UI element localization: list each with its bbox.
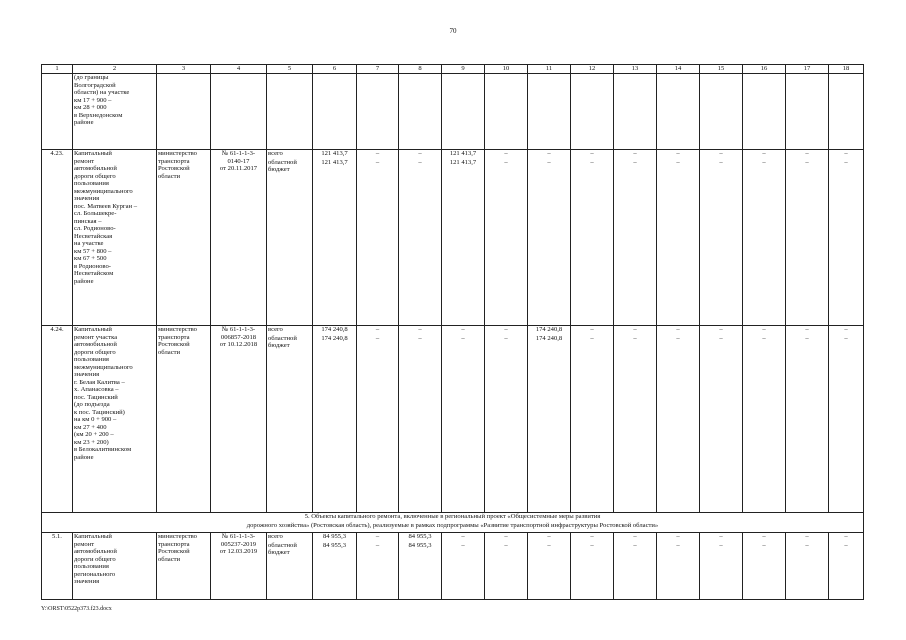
customer-line: области bbox=[158, 172, 181, 180]
amount-cell: – bbox=[399, 326, 442, 335]
object-name-line: ремонт bbox=[74, 157, 95, 165]
column-number: 1 bbox=[42, 65, 73, 74]
amount-cell: – bbox=[614, 533, 657, 542]
customer-line: транспорта bbox=[158, 540, 190, 548]
amount-cell: – bbox=[657, 326, 700, 335]
object-name-line: пос. Матвеев Курган – bbox=[74, 202, 138, 210]
object-name-line: пользования bbox=[74, 356, 109, 364]
funding-source bbox=[267, 326, 313, 335]
empty-cell bbox=[42, 74, 73, 150]
amount-cell: – bbox=[657, 159, 700, 326]
customer-line: Ростовской bbox=[158, 548, 190, 556]
column-number: 15 bbox=[700, 65, 743, 74]
amount-cell: 84 955,3 bbox=[399, 542, 442, 600]
funding-source bbox=[267, 335, 313, 513]
funding-source-line: бюджет bbox=[268, 549, 290, 557]
document-number bbox=[211, 150, 267, 326]
customer-line: министерство bbox=[158, 533, 197, 540]
column-number: 6 bbox=[313, 65, 357, 74]
object-name-line: в Верхнедонском bbox=[74, 111, 123, 119]
document-number-line: № 61-1-1-3- bbox=[221, 326, 256, 333]
document-number-line: от 10.12.2018 bbox=[219, 341, 258, 349]
amount-cell: – bbox=[614, 335, 657, 513]
amount-cell: – bbox=[571, 542, 614, 600]
object-name-line: к пос. Тацинский) bbox=[74, 408, 125, 416]
customer bbox=[157, 533, 211, 600]
amount-cell: 174 240,8 bbox=[528, 326, 571, 335]
section-title-line: 5. Объекты капитального ремонта, включенные в региональный проект «Общесистемные меры развития bbox=[304, 513, 601, 520]
object-name-line: Капитальный bbox=[74, 533, 112, 540]
object-name bbox=[73, 74, 157, 150]
amount-cell: – bbox=[357, 533, 399, 542]
funding-source-line: всего bbox=[268, 326, 283, 333]
object-name-line: Волгоградской bbox=[74, 81, 116, 89]
amount-cell: – bbox=[485, 335, 528, 513]
object-name-line: районе bbox=[74, 119, 94, 127]
document-number-line: 005237-2019 bbox=[220, 540, 257, 548]
amount-cell: – bbox=[571, 335, 614, 513]
amount-cell: 174 240,8 bbox=[313, 326, 357, 335]
amount-cell: – bbox=[743, 542, 786, 600]
object-name-line: (до границы bbox=[74, 74, 109, 81]
section-title bbox=[42, 513, 864, 533]
empty-cell bbox=[399, 74, 442, 150]
object-name-line: Несветайском bbox=[74, 270, 114, 278]
object-name-line: межмуниципального bbox=[74, 187, 133, 195]
amount-cell: – bbox=[485, 533, 528, 542]
row-number-line: 4.23. bbox=[50, 150, 64, 157]
amount-cell: – bbox=[399, 335, 442, 513]
column-number: 13 bbox=[614, 65, 657, 74]
column-number: 9 bbox=[442, 65, 485, 74]
empty-cell bbox=[571, 74, 614, 150]
amount-cell: – bbox=[700, 542, 743, 600]
empty-cell bbox=[157, 74, 211, 150]
empty-cell bbox=[657, 74, 700, 150]
object-name-line: пос. Тацинский bbox=[74, 393, 118, 401]
amount-cell: – bbox=[700, 326, 743, 335]
amount-cell: 84 955,3 bbox=[399, 533, 442, 542]
customer-line: области bbox=[158, 348, 181, 356]
amount-cell: – bbox=[485, 150, 528, 159]
capital-repair-table bbox=[41, 64, 864, 600]
amount-cell: – bbox=[786, 542, 829, 600]
amount-cell: – bbox=[829, 533, 864, 542]
amount-cell: 121 413,7 bbox=[313, 150, 357, 159]
amount-cell: – bbox=[528, 159, 571, 326]
row-number bbox=[42, 326, 73, 513]
column-number: 4 bbox=[211, 65, 267, 74]
object-name-line: км 23 + 200) bbox=[74, 438, 109, 446]
object-name-line: значения bbox=[74, 578, 100, 586]
customer-line: Ростовской bbox=[158, 341, 190, 349]
customer-line: министерство bbox=[158, 150, 197, 157]
object-name bbox=[73, 326, 157, 513]
amount-cell: – bbox=[614, 542, 657, 600]
column-number: 14 bbox=[657, 65, 700, 74]
amount-cell: – bbox=[657, 533, 700, 542]
amount-cell: – bbox=[571, 326, 614, 335]
document-number bbox=[211, 326, 267, 513]
object-name-line: межмуниципального bbox=[74, 363, 133, 371]
funding-source bbox=[267, 150, 313, 159]
column-number: 8 bbox=[399, 65, 442, 74]
object-name-line: пользования bbox=[74, 563, 109, 571]
object-name-line: значения bbox=[74, 195, 100, 203]
amount-cell: – bbox=[357, 542, 399, 600]
amount-cell: – bbox=[357, 335, 399, 513]
object-name-line: области) на участке bbox=[74, 89, 130, 97]
amount-cell: – bbox=[571, 150, 614, 159]
object-name-line: (км 20 + 200 – bbox=[74, 431, 114, 439]
funding-source-line: областной bbox=[268, 158, 297, 166]
row-number-line: 4.24. bbox=[50, 326, 64, 333]
amount-cell: – bbox=[786, 326, 829, 335]
amount-cell: – bbox=[399, 159, 442, 326]
empty-cell bbox=[485, 74, 528, 150]
amount-cell: 84 955,3 bbox=[313, 533, 357, 542]
object-name-line: х. Апанасовка – bbox=[74, 386, 119, 394]
funding-source bbox=[267, 533, 313, 542]
amount-cell: – bbox=[743, 335, 786, 513]
amount-cell: – bbox=[700, 533, 743, 542]
amount-cell: – bbox=[528, 533, 571, 542]
amount-cell: 121 413,7 bbox=[442, 150, 485, 159]
amount-cell: – bbox=[829, 150, 864, 159]
object-name-line: сл. Родионово- bbox=[74, 225, 116, 233]
object-name-line: дороги общего bbox=[74, 555, 116, 563]
table-row bbox=[42, 326, 864, 335]
customer-line: области bbox=[158, 555, 181, 563]
amount-cell: – bbox=[357, 326, 399, 335]
funding-source-line: областной bbox=[268, 541, 297, 549]
column-number: 5 bbox=[267, 65, 313, 74]
column-number: 16 bbox=[743, 65, 786, 74]
amount-cell: – bbox=[485, 542, 528, 600]
amount-cell: – bbox=[786, 533, 829, 542]
object-name bbox=[73, 150, 157, 326]
amount-cell: – bbox=[357, 159, 399, 326]
object-name-line: пользования bbox=[74, 180, 109, 188]
column-number: 3 bbox=[157, 65, 211, 74]
empty-cell bbox=[313, 74, 357, 150]
empty-cell bbox=[829, 74, 864, 150]
amount-cell: – bbox=[786, 159, 829, 326]
object-name-line: в Белокалитвинском bbox=[74, 446, 132, 454]
column-number-row bbox=[42, 65, 864, 74]
object-name-line: Капитальный bbox=[74, 326, 112, 333]
funding-source-line: бюджет bbox=[268, 342, 290, 350]
amount-cell: – bbox=[657, 542, 700, 600]
document-number-line: № 61-1-1-3- bbox=[221, 150, 256, 157]
amount-cell: – bbox=[442, 335, 485, 513]
customer-line: транспорта bbox=[158, 333, 190, 341]
column-number: 10 bbox=[485, 65, 528, 74]
empty-cell bbox=[743, 74, 786, 150]
funding-source-line: областной bbox=[268, 334, 297, 342]
customer-line: транспорта bbox=[158, 157, 190, 165]
object-name-line: районе bbox=[74, 277, 94, 285]
amount-cell: – bbox=[442, 542, 485, 600]
amount-cell: 174 240,8 bbox=[313, 335, 357, 513]
column-number: 18 bbox=[829, 65, 864, 74]
object-name-line: ремонт участка bbox=[74, 333, 118, 341]
funding-source-line: всего bbox=[268, 150, 283, 157]
amount-cell: – bbox=[614, 159, 657, 326]
object-name-line: дороги общего bbox=[74, 172, 116, 180]
amount-cell: – bbox=[528, 150, 571, 159]
column-number: 12 bbox=[571, 65, 614, 74]
amount-cell: – bbox=[657, 150, 700, 159]
document-number-line: № 61-1-1-3- bbox=[221, 533, 256, 540]
object-name-line: г. Белая Калитва – bbox=[74, 378, 125, 386]
object-name-line: регионального bbox=[74, 570, 116, 578]
amount-cell: – bbox=[743, 150, 786, 159]
amount-cell: – bbox=[829, 542, 864, 600]
amount-cell: – bbox=[571, 159, 614, 326]
amount-cell: – bbox=[485, 326, 528, 335]
column-number: 2 bbox=[73, 65, 157, 74]
empty-cell bbox=[614, 74, 657, 150]
amount-cell: 84 955,3 bbox=[313, 542, 357, 600]
funding-source bbox=[267, 159, 313, 326]
funding-source-line: бюджет bbox=[268, 166, 290, 174]
document-number-line: 006857-2018 bbox=[220, 333, 257, 341]
customer bbox=[157, 150, 211, 326]
row-number-line: 5.1. bbox=[52, 533, 62, 540]
object-name-line: Капитальный bbox=[74, 150, 112, 157]
amount-cell: – bbox=[700, 150, 743, 159]
amount-cell: 121 413,7 bbox=[442, 159, 485, 326]
amount-cell: – bbox=[829, 335, 864, 513]
amount-cell: – bbox=[399, 150, 442, 159]
column-number: 17 bbox=[786, 65, 829, 74]
object-name-line: на участке bbox=[74, 240, 104, 248]
object-name-line: автомобильной bbox=[74, 165, 117, 173]
object-name-line: дороги общего bbox=[74, 348, 116, 356]
file-path-footer: Y:\ORST\0522p373.f23.docx bbox=[41, 606, 112, 612]
amount-cell: – bbox=[786, 150, 829, 159]
customer-line: министерство bbox=[158, 326, 197, 333]
amount-cell: – bbox=[614, 150, 657, 159]
amount-cell: – bbox=[357, 150, 399, 159]
object-name-line: в Родионово- bbox=[74, 262, 111, 270]
amount-cell: – bbox=[614, 326, 657, 335]
object-name-line: значения bbox=[74, 371, 100, 379]
object-name-line: пинская – bbox=[74, 217, 102, 225]
object-name-line: км 27 + 400 bbox=[74, 423, 107, 431]
object-name-line: ремонт bbox=[74, 540, 95, 548]
object-name-line: автомобильной bbox=[74, 341, 117, 349]
row-number bbox=[42, 533, 73, 600]
section-header-row bbox=[42, 513, 864, 533]
empty-cell bbox=[267, 74, 313, 150]
amount-cell: – bbox=[442, 533, 485, 542]
amount-cell: – bbox=[485, 159, 528, 326]
amount-cell: – bbox=[743, 533, 786, 542]
object-name-line: км 57 + 800 – bbox=[74, 247, 112, 255]
document-number bbox=[211, 533, 267, 600]
table-row-continuation bbox=[42, 74, 864, 150]
empty-cell bbox=[442, 74, 485, 150]
amount-cell: – bbox=[657, 335, 700, 513]
amount-cell: 174 240,8 bbox=[528, 335, 571, 513]
object-name-line: км 17 + 900 – bbox=[74, 96, 112, 104]
section-title-line: дорожного хозяйства» (Ростовская область), реализуемые в рамках подпрограммы «Развитие транспортной инфраструктуры Ростовской области» bbox=[246, 521, 659, 529]
empty-cell bbox=[357, 74, 399, 150]
amount-cell: – bbox=[528, 542, 571, 600]
object-name-line: сл. Большекре- bbox=[74, 210, 117, 218]
amount-cell: – bbox=[571, 533, 614, 542]
empty-cell bbox=[211, 74, 267, 150]
empty-cell bbox=[786, 74, 829, 150]
amount-cell: – bbox=[743, 159, 786, 326]
amount-cell: – bbox=[743, 326, 786, 335]
object-name bbox=[73, 533, 157, 600]
document-number-line: 0140-17 bbox=[227, 157, 250, 165]
amount-cell: – bbox=[786, 335, 829, 513]
empty-cell bbox=[528, 74, 571, 150]
funding-source bbox=[267, 542, 313, 600]
column-number: 11 bbox=[528, 65, 571, 74]
object-name-line: Несветайская bbox=[74, 232, 113, 240]
amount-cell: – bbox=[829, 326, 864, 335]
table-row bbox=[42, 150, 864, 159]
customer-line: Ростовской bbox=[158, 165, 190, 173]
object-name-line: км 67 + 500 bbox=[74, 255, 107, 263]
row-number bbox=[42, 150, 73, 326]
amount-cell: 121 413,7 bbox=[313, 159, 357, 326]
object-name-line: на км 0 + 900 – bbox=[74, 416, 117, 424]
customer bbox=[157, 326, 211, 513]
amount-cell: – bbox=[700, 335, 743, 513]
empty-cell bbox=[700, 74, 743, 150]
funding-source-line: всего bbox=[268, 533, 283, 540]
object-name-line: км 28 + 000 bbox=[74, 104, 107, 112]
column-number: 7 bbox=[357, 65, 399, 74]
amount-cell: – bbox=[700, 159, 743, 326]
document-number-line: от 12.03.2019 bbox=[219, 548, 258, 556]
object-name-line: районе bbox=[74, 453, 94, 461]
amount-cell: – bbox=[442, 326, 485, 335]
table-row bbox=[42, 533, 864, 542]
object-name-line: (до подъезда bbox=[74, 401, 110, 409]
page-number: 70 bbox=[449, 27, 457, 35]
document-number-line: от 20.11.2017 bbox=[219, 165, 258, 173]
object-name-line: автомобильной bbox=[74, 548, 117, 556]
amount-cell: – bbox=[829, 159, 864, 326]
